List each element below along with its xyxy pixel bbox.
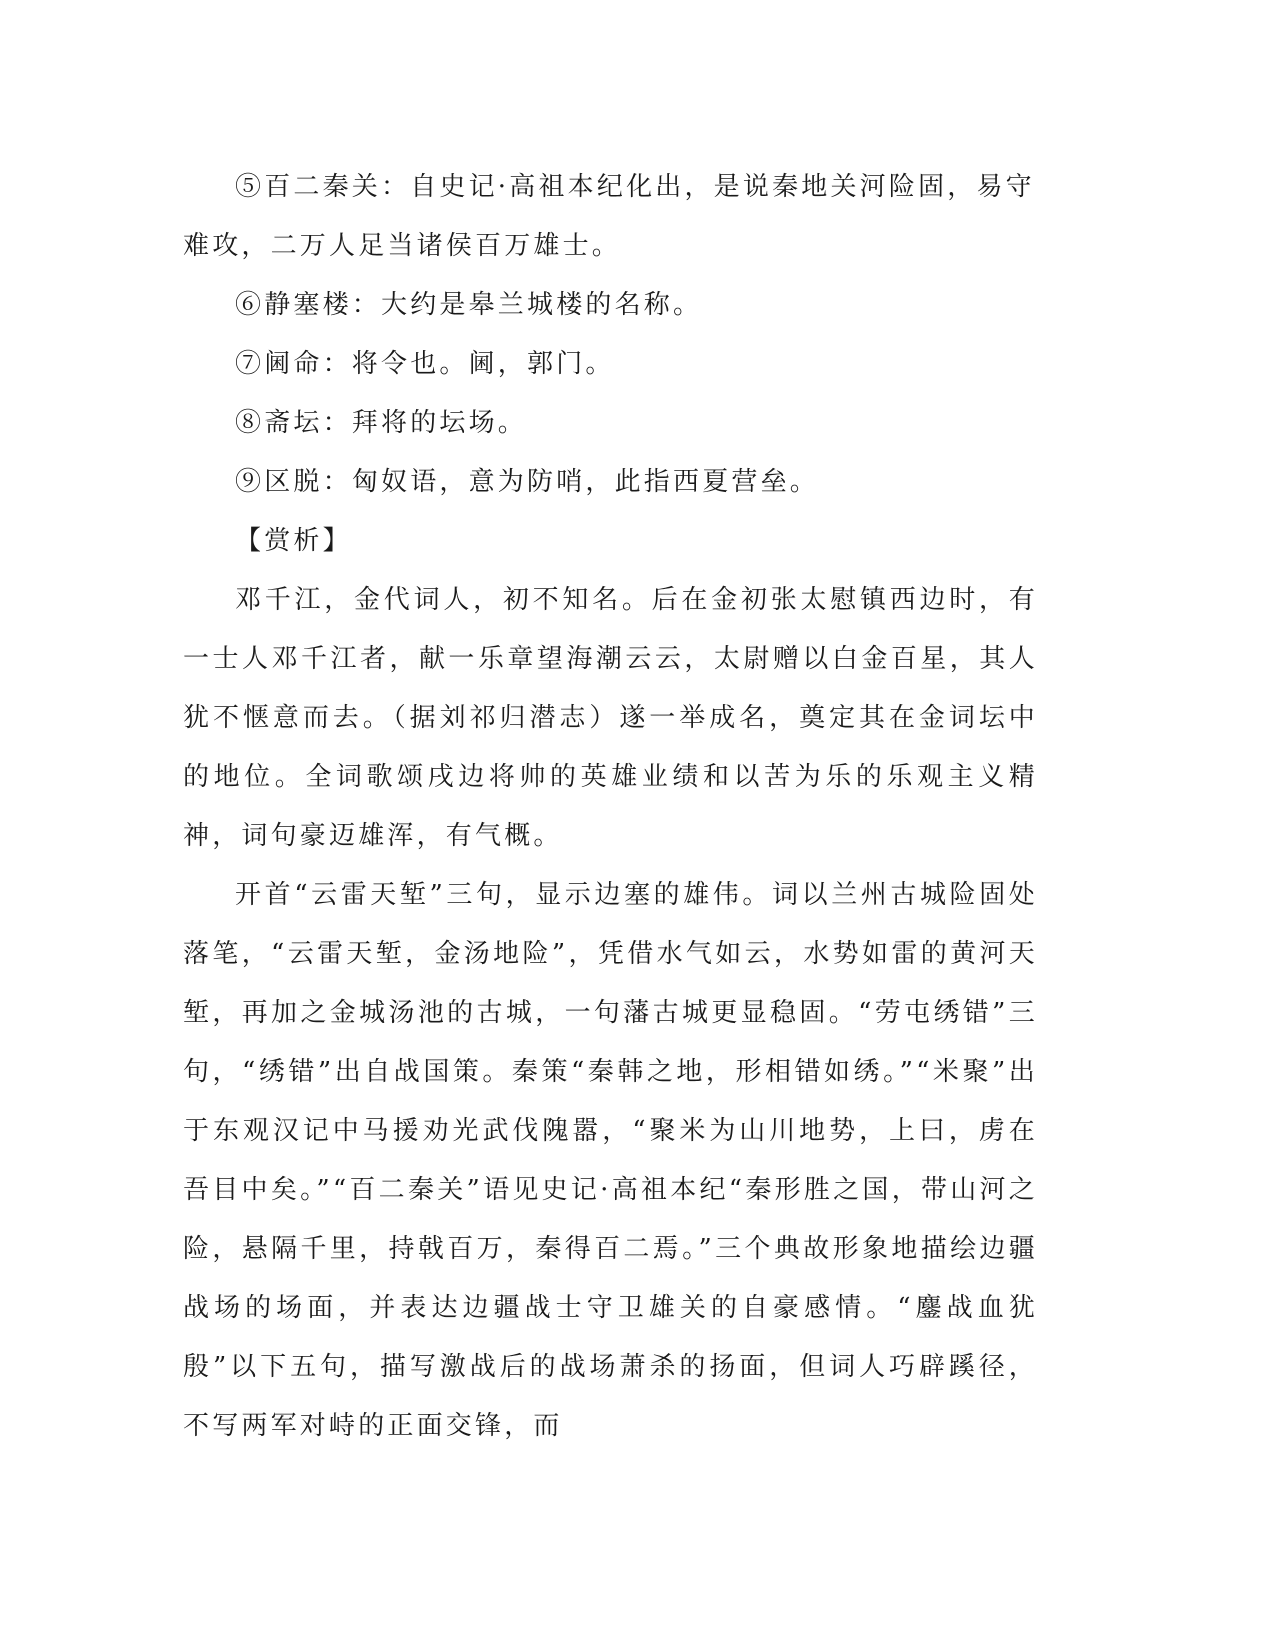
body-paragraph-2: 开首“云雷天堑”三句，显示边塞的雄伟。词以兰州古城险固处落笔，“云雷天堑，金汤地险”，凭借水气如云，水势如雷的黄河天堑，再加之金城汤池的古城，一句藩古城更显稳固。“劳屯绣错”三句，“绣错”出自战国策。秦策“秦韩之地，形相错如绣。”“米聚”出于东观汉记中马援劝光武伐隗嚣，“聚米为山川地势，上曰，虏在吾目中矣。”“百二秦关”语见史记·高祖本纪“秦形胜之国，带山河之险，悬隔千里，持戟百万，秦得百二焉。”三个典故形象地描绘边疆战场的场面，并表达边疆战士守卫雄关的自豪感情。“鏖战血犹殷”以下五句，描写激战后的战场萧杀的扬面，但词人巧辟蹊径，不写两军对峙的正面交锋，而: [183, 880, 1038, 1441]
footnote-9: ⑨区脱：匈奴语，意为防哨，此指西夏营垒。: [235, 467, 820, 497]
footnote-5: ⑤百二秦关：自史记·高祖本纪化出，是说秦地关河险固，易守难攻，二万人足当诸侯百万雄士。: [183, 172, 1035, 261]
document-body: [183, 158, 1038, 1456]
footnote-8: ⑧斋坛：拜将的坛场。: [235, 408, 528, 438]
footnote-6: ⑥静塞楼：大约是皋兰城楼的名称。: [235, 290, 703, 320]
section-heading: 【赏析】: [235, 526, 352, 556]
body-paragraph-1: 邓千江，金代词人，初不知名。后在金初张太慰镇西边时，有一士人邓千江者，献一乐章望海潮云云，太尉赠以白金百星，其人犹不惬意而去。（据刘祁归潜志）遂一举成名，奠定其在金词坛中的地位。全词歌颂戌边将帅的英雄业绩和以苦为乐的乐观主义精神，词句豪迈雄浑，有气概。: [183, 585, 1038, 851]
footnote-7: ⑦阃命：将令也。阃，郭门。: [235, 349, 615, 379]
